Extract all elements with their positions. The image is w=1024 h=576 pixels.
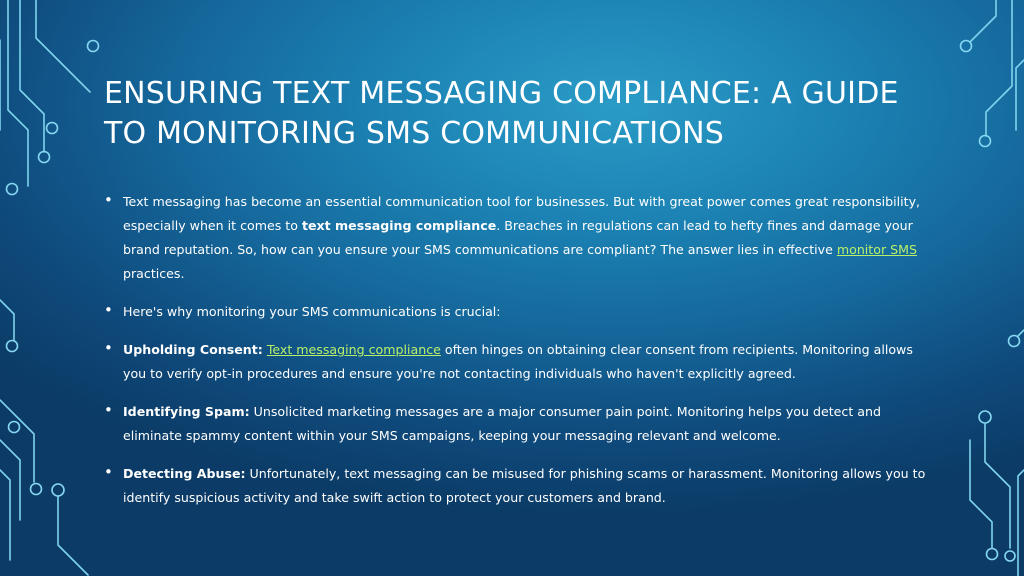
bullet-why xyxy=(104,300,934,324)
bullet-spam xyxy=(104,400,934,448)
bullet-why-text: Here's why monitoring your SMS communications is crucial: xyxy=(123,304,501,319)
bullet-spam-label: Identifying Spam: xyxy=(123,404,250,419)
bullet-consent-text: often hinges on obtaining clear consent from recipients. Monitoring allows you to verify opt-in procedures and ensure you're not contacting individuals who haven't explicitly agreed. xyxy=(123,342,913,381)
bullet-intro-text-2: . Breaches in regulations can lead to hefty fines and damage your brand reputation. So, how can you ensure your SMS communications are compliant? The answer lies in effective xyxy=(123,218,913,257)
bullet-intro-text-3: practices. xyxy=(123,266,185,281)
bullet-abuse xyxy=(104,462,934,510)
bullet-intro xyxy=(104,190,934,286)
bullet-consent xyxy=(104,338,934,386)
slide-title: ENSURING TEXT MESSAGING COMPLIANCE: A GUIDE TO MONITORING SMS COMMUNICATIONS xyxy=(104,76,899,151)
bullet-consent-label: Upholding Consent: xyxy=(123,342,263,357)
bullet-list xyxy=(104,190,934,524)
text-messaging-compliance-link[interactable]: Text messaging compliance xyxy=(266,342,441,357)
monitor-sms-link[interactable]: monitor SMS xyxy=(836,242,917,257)
bullet-spam-text: Unsolicited marketing messages are a major consumer pain point. Monitoring helps you detect and eliminate spammy content within your SMS campaigns, keeping your messaging relevant and welcome. xyxy=(123,404,881,443)
bullet-abuse-label: Detecting Abuse: xyxy=(123,466,246,481)
bullet-abuse-text: Unfortunately, text messaging can be misused for phishing scams or harassment. Monitoring allows you to identify suspicious activity and take swift action to protect your customers and brand. xyxy=(123,466,926,505)
bullet-intro-bold: text messaging compliance xyxy=(301,218,497,233)
bullet-intro-text-1: Text messaging has become an essential communication tool for businesses. But with great power comes great responsibility, especially when it comes to xyxy=(123,194,921,233)
